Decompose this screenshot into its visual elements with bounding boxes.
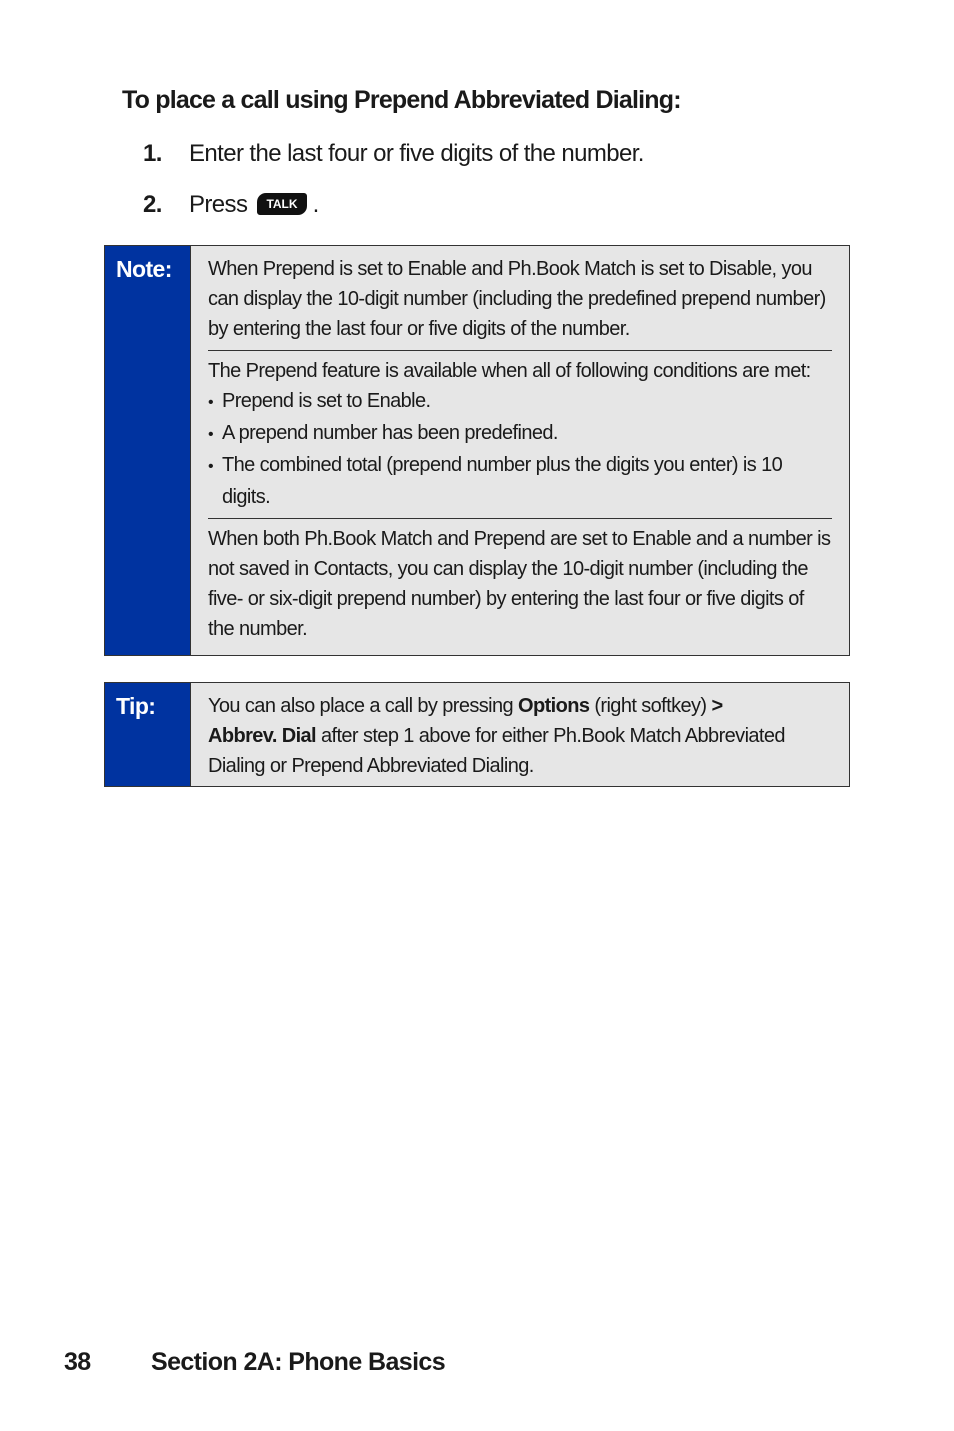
note-conditions-intro: The Prepend feature is available when all of following conditions are met: — [208, 360, 811, 382]
step-text: Press — [189, 191, 248, 218]
tip-options: Options — [518, 695, 590, 717]
step-number: 2. — [143, 191, 162, 218]
note-paragraph-1: When Prepend is set to Enable and Ph.Book Match is set to Disable, you can display the 10-digit number (including the predefined prepend number) by entering the last four or five digits of the number. — [208, 258, 826, 340]
note-bullet: • Prepend is set to Enable. — [208, 386, 832, 418]
note-conditions — [208, 350, 832, 512]
step-1 — [143, 140, 644, 168]
note-bullet: • A prepend number has been predefined. — [208, 418, 832, 450]
step-number: 1. — [143, 140, 162, 167]
note-bullet: • The combined total (prepend number plus the digits you enter) is 10 digits. — [208, 450, 832, 512]
tip-text: You can also place a call by pressing — [208, 695, 519, 717]
tip-label: Tip: — [105, 683, 191, 786]
tip-box — [104, 682, 850, 787]
instruction-heading: To place a call using Prepend Abbreviated Dialing: — [122, 86, 681, 114]
tip-abbrev-dial: Abbrev. Dial — [208, 725, 317, 747]
note-box — [104, 245, 850, 656]
tip-text: (right softkey) — [589, 695, 712, 717]
talk-key-icon: TALK — [257, 193, 306, 215]
tip-text: after step 1 above for either Ph.Book Match Abbreviated Dialing or Prepend Abbreviated Dialing. — [208, 725, 785, 777]
tip-content — [191, 683, 849, 786]
note-paragraph-3: When both Ph.Book Match and Prepend are set to Enable and a number is not saved in Contacts, you can display the 10-digit number (including the five- or six-digit prepend number) by entering the last four or five digits of the number. — [208, 518, 832, 644]
note-label: Note: — [105, 246, 191, 655]
step-2 — [143, 191, 319, 219]
step-text: Enter the last four or five digits of the number. — [189, 140, 644, 167]
tip-arrow: > — [711, 695, 723, 717]
section-title: Section 2A: Phone Basics — [151, 1348, 446, 1376]
note-content — [191, 246, 849, 655]
step-suffix: . — [312, 191, 319, 218]
page-number: 38 — [64, 1348, 91, 1376]
